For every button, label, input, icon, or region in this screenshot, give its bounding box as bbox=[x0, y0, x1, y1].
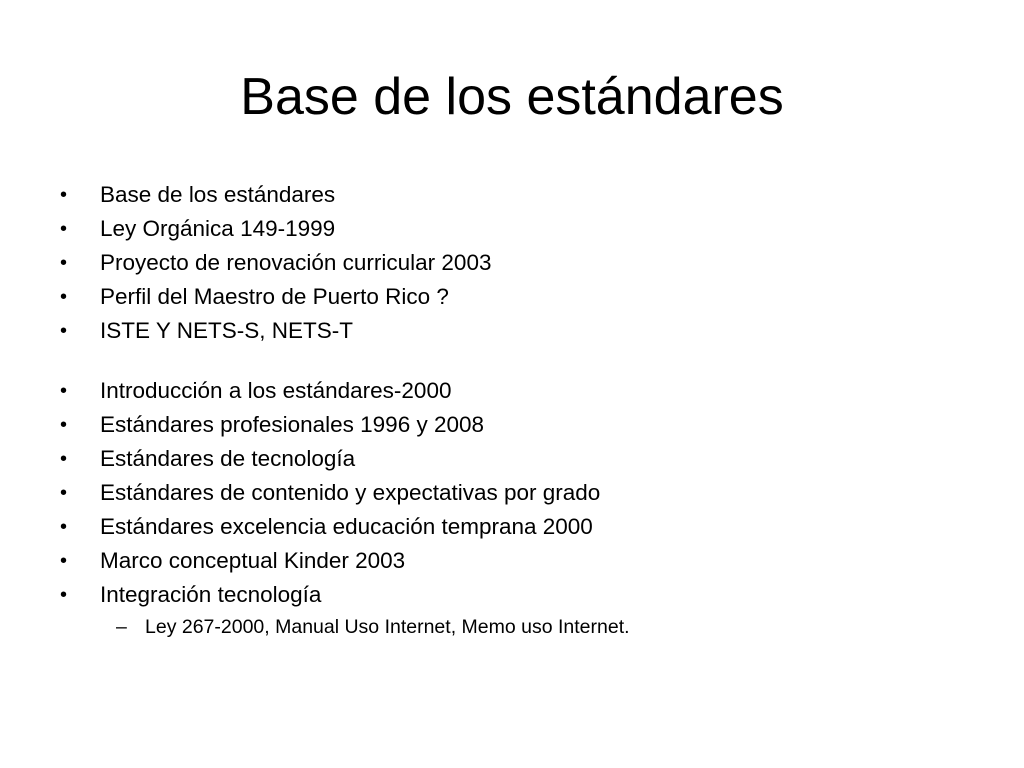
list-item-text: Introducción a los estándares-2000 bbox=[100, 378, 452, 403]
sub-list-item-text: Ley 267-2000, Manual Uso Internet, Memo uso Internet. bbox=[145, 616, 630, 638]
bullet-icon: • bbox=[60, 482, 68, 504]
list-item bbox=[60, 280, 960, 314]
bullet-icon: • bbox=[60, 550, 68, 572]
list-item-text: Perfil del Maestro de Puerto Rico ? bbox=[100, 284, 449, 309]
sub-list-item bbox=[60, 612, 960, 642]
dash-icon: – bbox=[116, 616, 127, 638]
list-item bbox=[60, 374, 960, 408]
bullet-icon: • bbox=[60, 584, 68, 606]
list-item-text: Estándares de tecnología bbox=[100, 446, 356, 471]
bullet-icon: • bbox=[60, 320, 68, 342]
bullet-icon: • bbox=[60, 252, 68, 274]
bullet-icon: • bbox=[60, 286, 68, 308]
list-item-text: Estándares profesionales 1996 y 2008 bbox=[100, 412, 485, 437]
bullet-icon: • bbox=[60, 516, 68, 538]
list-item-text: Marco conceptual Kinder 2003 bbox=[100, 548, 406, 573]
bullet-icon: • bbox=[60, 218, 68, 240]
list-item-text: Ley Orgánica 149-1999 bbox=[100, 216, 336, 241]
list-item-text: Estándares de contenido y expectativas por grado bbox=[100, 480, 601, 505]
bullet-icon: • bbox=[60, 448, 68, 470]
list-item bbox=[60, 510, 960, 544]
list-item bbox=[60, 246, 960, 280]
list-item bbox=[60, 212, 960, 246]
bullet-icon: • bbox=[60, 184, 68, 206]
list-item-text: Estándares excelencia educación temprana 2000 bbox=[100, 514, 593, 539]
list-item-text: Proyecto de renovación curricular 2003 bbox=[100, 250, 492, 275]
list-item bbox=[60, 578, 960, 612]
list-item bbox=[60, 178, 960, 212]
list-item bbox=[60, 442, 960, 476]
list-item bbox=[60, 476, 960, 510]
bullet-list bbox=[60, 178, 960, 642]
bullet-icon: • bbox=[60, 414, 68, 436]
list-item bbox=[60, 408, 960, 442]
list-item-text: Integración tecnología bbox=[100, 582, 322, 607]
bullet-icon: • bbox=[60, 380, 68, 402]
list-item bbox=[60, 544, 960, 578]
list-item-text: Base de los estándares bbox=[100, 182, 336, 207]
list-item-text: ISTE Y NETS-S, NETS-T bbox=[100, 318, 353, 343]
list-item bbox=[60, 314, 960, 348]
slide-title: Base de los estándares bbox=[240, 68, 784, 126]
